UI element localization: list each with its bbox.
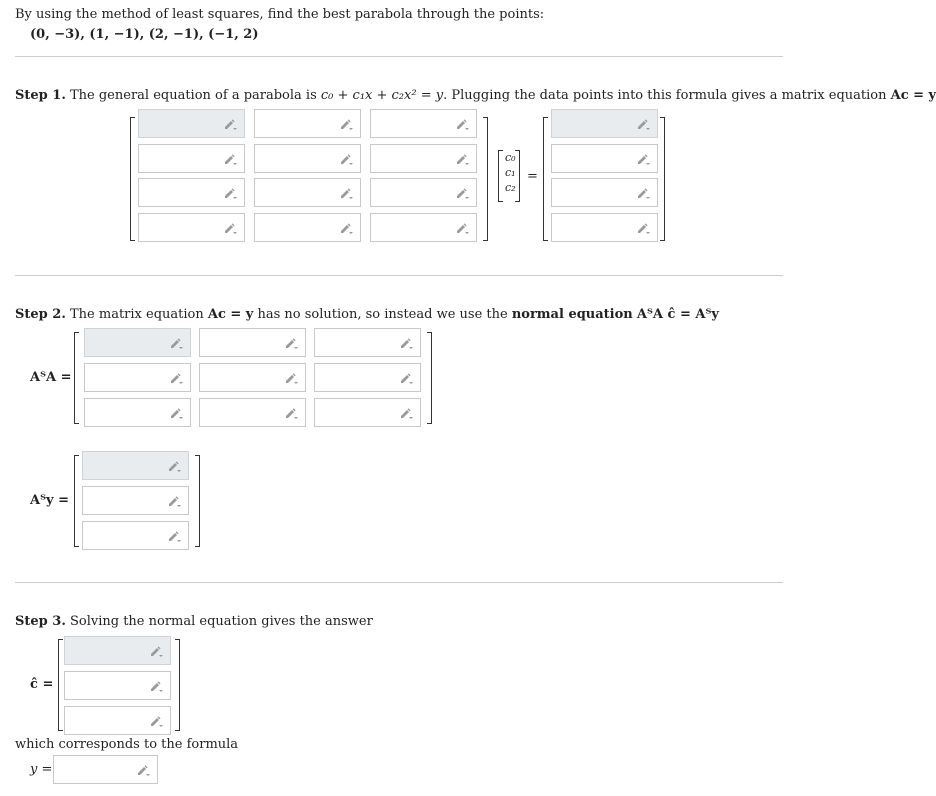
ata-left-bracket	[74, 332, 79, 424]
c-vector-left-bracket	[498, 150, 503, 202]
pencil-icon	[399, 407, 413, 419]
y-vector-cell[interactable]	[551, 144, 658, 173]
aty-cell[interactable]	[82, 451, 189, 480]
pencil-icon	[455, 222, 469, 234]
ata-cell[interactable]	[84, 398, 191, 427]
pencil-icon	[455, 118, 469, 130]
y-vector-left-bracket	[543, 117, 548, 241]
c-vector-entry: c₁	[505, 166, 516, 179]
matrix-a-cell[interactable]	[138, 213, 245, 242]
pencil-icon	[169, 372, 183, 384]
pencil-icon	[339, 118, 353, 130]
step1-label: Step 1.	[15, 88, 66, 103]
y-label: y =	[30, 762, 53, 777]
equals-sign: =	[527, 169, 538, 184]
aty-label: Aᵀy =	[30, 493, 69, 508]
ata-label: AᵀA =	[30, 370, 72, 385]
pencil-icon	[339, 187, 353, 199]
ata-cell[interactable]	[199, 328, 306, 357]
step2-label: Step 2.	[15, 307, 66, 322]
pencil-icon	[167, 460, 181, 472]
ata-right-bracket	[427, 332, 432, 424]
matrix-a-left-bracket	[130, 117, 135, 241]
matrix-a-cell[interactable]	[370, 144, 477, 173]
ata-cell[interactable]	[199, 363, 306, 392]
divider	[15, 582, 783, 583]
ata-cell[interactable]	[314, 328, 421, 357]
aty-cell[interactable]	[82, 521, 189, 550]
matrix-a-cell[interactable]	[138, 144, 245, 173]
pencil-icon	[169, 407, 183, 419]
pencil-icon	[636, 187, 650, 199]
c-hat-cell[interactable]	[64, 706, 171, 735]
problem-statement: By using the method of least squares, find the best parabola through the points:	[15, 7, 545, 22]
pencil-icon	[223, 118, 237, 130]
c-vector-entry: c₂	[505, 181, 516, 194]
c-hat-cell[interactable]	[64, 636, 171, 665]
y-formula-input[interactable]	[53, 755, 158, 784]
step3-label: Step 3.	[15, 614, 66, 629]
matrix-a-cell[interactable]	[370, 213, 477, 242]
matrix-a-cell[interactable]	[254, 213, 361, 242]
c-hat-label: ĉ =	[30, 677, 54, 692]
pencil-icon	[167, 530, 181, 542]
ata-cell[interactable]	[314, 398, 421, 427]
step1-text: Step 1. The general equation of a parabola is c₀ + c₁x + c₂x² = y. Plugging the data points into this formula gives a matrix equation Ac = y	[15, 88, 936, 103]
pencil-icon	[149, 645, 163, 657]
ata-cell[interactable]	[84, 328, 191, 357]
pencil-icon	[136, 764, 150, 776]
pencil-icon	[149, 680, 163, 692]
matrix-a-right-bracket	[483, 117, 488, 241]
pencil-icon	[167, 495, 181, 507]
pencil-icon	[339, 153, 353, 165]
matrix-a-cell[interactable]	[370, 178, 477, 207]
pencil-icon	[339, 222, 353, 234]
pencil-icon	[149, 715, 163, 727]
pencil-icon	[636, 118, 650, 130]
matrix-a-cell[interactable]	[138, 109, 245, 138]
ata-cell[interactable]	[84, 363, 191, 392]
divider	[15, 275, 783, 276]
pencil-icon	[455, 187, 469, 199]
pencil-icon	[284, 337, 298, 349]
matrix-equation: Ac = y	[890, 88, 936, 103]
matrix-a-cell[interactable]	[370, 109, 477, 138]
aty-left-bracket	[74, 455, 79, 547]
pencil-icon	[455, 153, 469, 165]
ata-cell[interactable]	[199, 398, 306, 427]
normal-equation-term: normal equation	[511, 307, 633, 322]
step2-text: Step 2. The matrix equation Ac = y has no solution, so instead we use the normal equation AᵀA ĉ = Aᵀy	[15, 307, 719, 322]
aty-cell[interactable]	[82, 486, 189, 515]
ata-cell[interactable]	[314, 363, 421, 392]
pencil-icon	[223, 153, 237, 165]
normal-equation: AᵀA ĉ = Aᵀy	[636, 307, 719, 322]
pencil-icon	[399, 372, 413, 384]
problem-points: (0, −3), (1, −1), (2, −1), (−1, 2)	[30, 27, 259, 42]
pencil-icon	[636, 153, 650, 165]
aty-right-bracket	[195, 455, 200, 547]
formula-text: which corresponds to the formula	[15, 737, 239, 752]
pencil-icon	[284, 372, 298, 384]
c-hat-right-bracket	[175, 639, 180, 731]
y-vector-cell[interactable]	[551, 109, 658, 138]
c-vector-entry: c₀	[505, 151, 516, 164]
c-hat-cell[interactable]	[64, 671, 171, 700]
pencil-icon	[636, 222, 650, 234]
matrix-a-cell[interactable]	[254, 109, 361, 138]
y-vector-cell[interactable]	[551, 178, 658, 207]
step3-text: Step 3. Solving the normal equation gives the answer	[15, 614, 373, 629]
pencil-icon	[223, 222, 237, 234]
parabola-equation: c₀ + c₁x + c₂x² = y	[320, 88, 444, 103]
pencil-icon	[284, 407, 298, 419]
y-vector-right-bracket	[660, 117, 665, 241]
c-hat-left-bracket	[58, 639, 63, 731]
matrix-a-cell[interactable]	[138, 178, 245, 207]
matrix-a-cell[interactable]	[254, 144, 361, 173]
pencil-icon	[399, 337, 413, 349]
pencil-icon	[223, 187, 237, 199]
y-vector-cell[interactable]	[551, 213, 658, 242]
divider	[15, 56, 783, 57]
matrix-a-cell[interactable]	[254, 178, 361, 207]
pencil-icon	[169, 337, 183, 349]
